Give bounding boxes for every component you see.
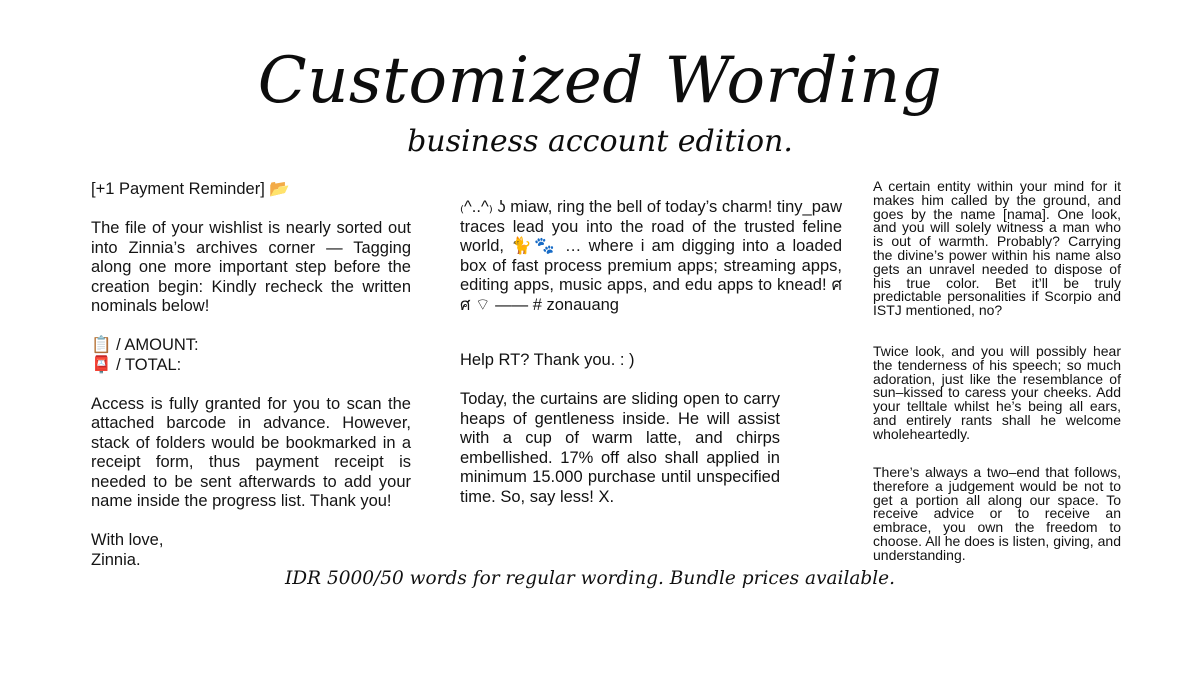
- amount-field: 📋 / AMOUNT:: [91, 336, 199, 354]
- right-paragraph-3: There’s always a two–end that follows, therefore a judgement would be not to get a portion all along our space. To receive advice or to receive an embrace, you own the freedom to choose. All he does is listen, giving, and understanding.: [873, 464, 1121, 563]
- feline-intro-text: ₍^..^₎ ʖ miaw, ring the bell of today’s charm! tiny_paw traces lead you into the road of the trusted feline world, 🐈🐾 … where i am digging into a loaded box of fast process premium apps; streaming apps, editing apps, music apps, and edu apps to knead! ศ ศ ⌔ —— # zonauang: [460, 198, 842, 314]
- total-field: 📮 / TOTAL:: [91, 355, 182, 374]
- right-paragraph-2: Twice look, and you will possibly hear the tenderness of his speech; so much adoration, just like the resemblance of sun–kissed to caress your cheeks. Add your telltale whilst he’s being all ears, and entirely rants shall he welcome wholeheartedly.: [873, 343, 1121, 442]
- page-title: Customized Wording: [257, 44, 943, 118]
- sign-off: With love,: [91, 531, 164, 549]
- left-column: [91, 180, 411, 570]
- right-paragraph-1: A certain entity within your mind for it makes him called by the ground, and goes by the name [nama]. One look, and you will solely witness a man who is out of warmth. Probably? Carrying the divine’s power within his name also gets an unravel needed to dispose of his true color. Bet it’ll be truly predictable personalities if Scorpio and ISTJ mentioned, no?: [873, 178, 1121, 319]
- payment-reminder-heading: [+1 Payment Reminder] 📂: [91, 180, 290, 198]
- wishlist-intro-text: The file of your wishlist is nearly sorted out into Zinnia’s archives corner — Tagging along one more important step before the creation begin: Kindly recheck the written nominals below!: [91, 219, 411, 315]
- today-curtains-text: Today, the curtains are sliding open to carry heaps of gentleness inside. He will assist with a cup of warm latte, and chirps embellished. 17% off also shall applied in minimum 15.000 purchase until unspecified time. So, say less! X.: [460, 390, 780, 506]
- help-rt-text: Help RT? Thank you. : ): [460, 351, 635, 369]
- page-subtitle: business account edition.: [407, 124, 793, 159]
- signature: Zinnia.: [91, 550, 141, 569]
- middle-column-intro: [460, 198, 842, 315]
- pricing-footer: IDR 5000/50 words for regular wording. Bundle prices available.: [285, 568, 896, 589]
- access-text: Access is fully granted for you to scan the attached barcode in advance. However, stack of folders would be bookmarked in a receipt form, thus payment receipt is needed to be sent afterwards to add your name inside the progress list. Thank you!: [91, 394, 411, 510]
